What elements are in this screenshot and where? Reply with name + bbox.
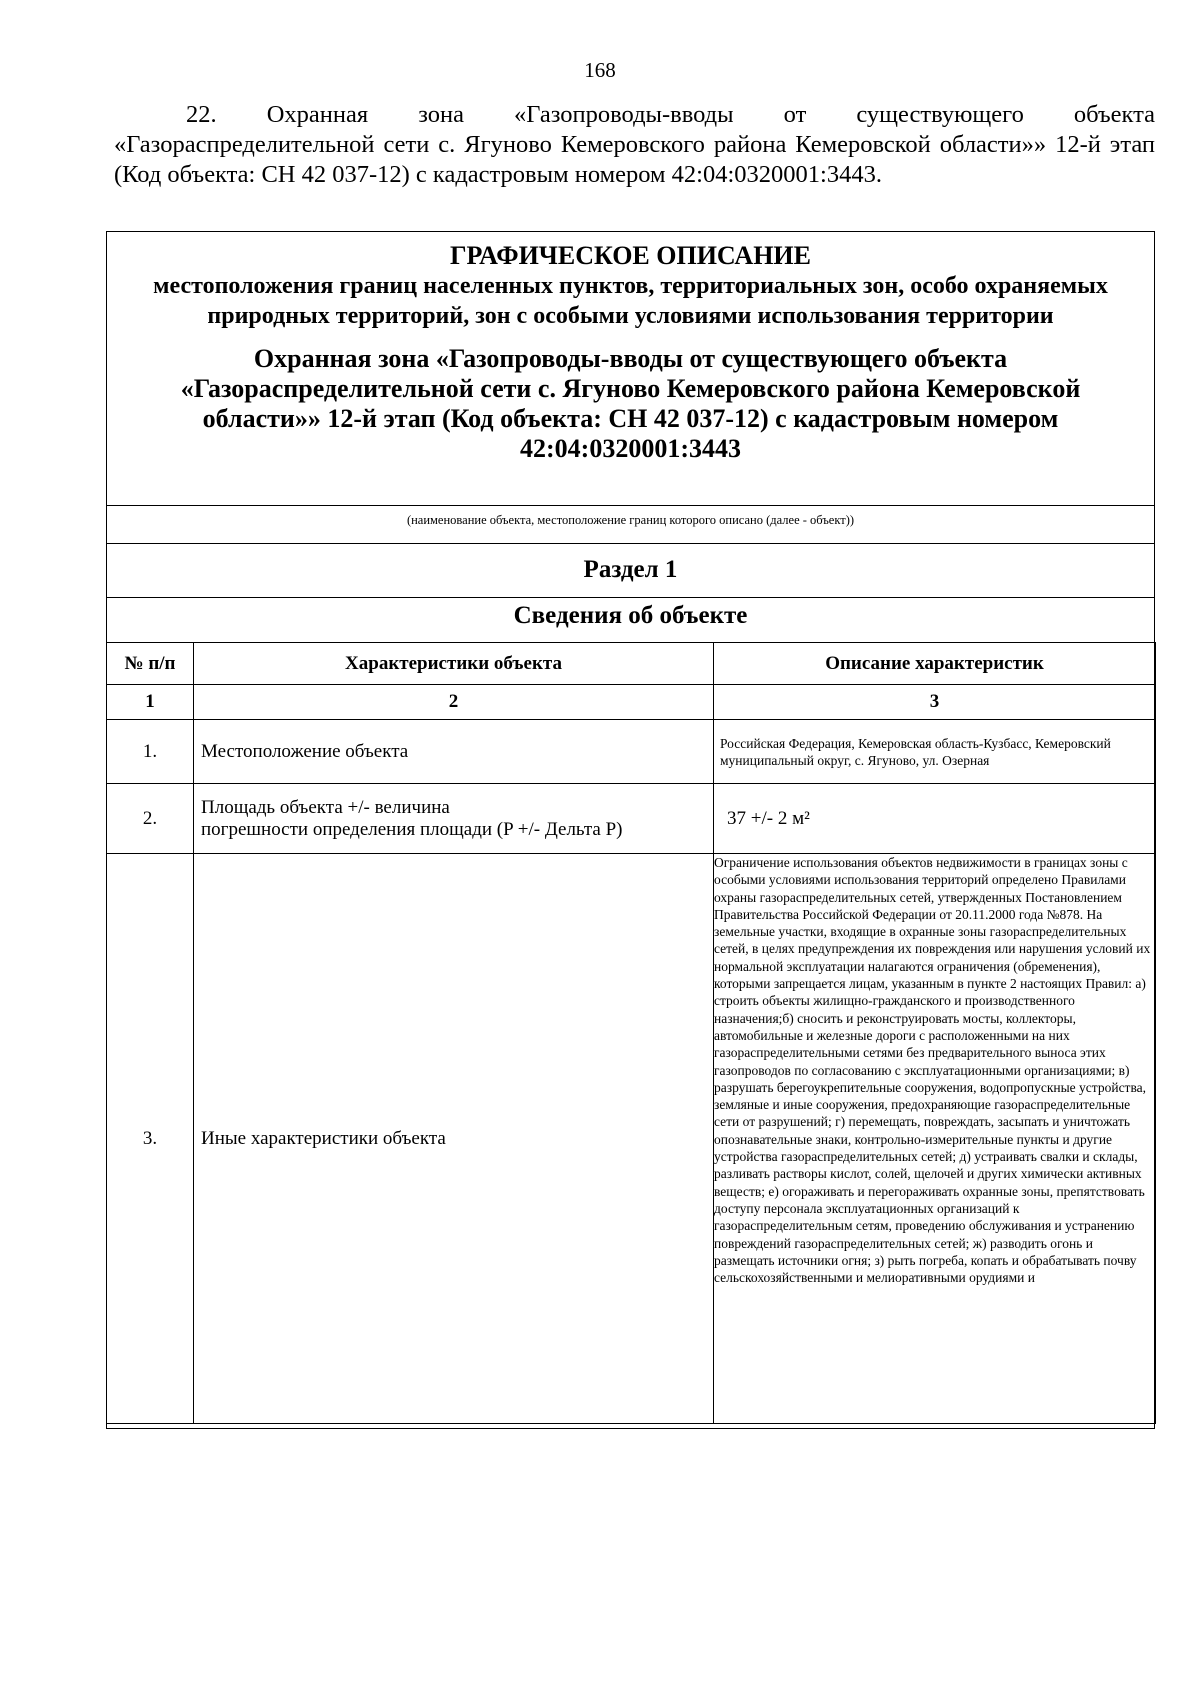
graphic-description-header	[106, 231, 1155, 464]
column-header: № п/п	[107, 643, 194, 685]
table-row	[107, 784, 1156, 854]
object-name: Охранная зона «Газопроводы-вводы от существующего объекта «Газораспределительной сети с. Ягуново Кемеровского района Кемеровской области»» 12-й этап (Код объекта: СН 42 037-12) с кадастровым номером 42:04:0320001:3443	[180, 344, 1081, 463]
column-header: Характеристики объекта	[194, 643, 714, 685]
row-description: Российская Федерация, Кемеровская область-Кузбасс, Кемеровский муниципальный округ, с. Ягуново, ул. Озерная	[714, 720, 1156, 784]
column-number: 3	[714, 685, 1156, 720]
page-number: 168	[584, 58, 616, 82]
document-subtitle: местоположения границ населенных пунктов, территориальных зон, особо охраняемых природных территорий, зон с особыми условиями использования территории	[153, 273, 1108, 329]
restrictions-text: Ограничение использования объектов недвижимости в границах зоны с особыми условиями использования территорий определено Правилами охраны газораспределительных сетей, утвержденных Постановлением Правительства Российской Федерации от 20.11.2000 года №878. На земельные участки, входящие в охранные зоны газораспределительных сетей, в целях предупреждения их повреждения или нарушения условий их нормальной эксплуатации налагаются ограничения (обременения), которыми запрещается лицам, указанным в пункте 2 настоящих Правил: а) строить объекты жилищно-гражданского и производственного назначения;б) сносить и реконструировать мосты, коллекторы, автомобильные и железные дороги с расположенными на них газораспределительными сетями без предварительного выноса этих газопроводов по согласованию с эксплуатационными организациями; в) разрушать берегоукрепительные сооружения, водопропускные устройства, земляные и иные сооружения, предохраняющие газораспределительные сети от разрушений; г) перемещать, повреждать, засыпать и уничтожать опознавательные знаки, контрольно-измерительные пункты и другие устройства газораспределительных сетей; д) устраивать свалки и склады, разливать растворы кислот, солей, щелочей и других химически активных веществ; е) огораживать и перегораживать охранные зоны, препятствовать доступу персонала эксплуатационных организаций к газораспределительным сетям, проведению обслуживания и устранению повреждений газораспределительных сетей; ж) разводить огонь и размещать источники огня; з) рыть погреба, копать и обрабатывать почву сельскохозяйственными и мелиоративными орудиями и	[714, 855, 1151, 1286]
row-characteristic: Местоположение объекта	[194, 720, 714, 784]
section-title: Раздел 1	[583, 556, 678, 583]
intro-text: 22. Охранная зона «Газопроводы-вводы от существующего объекта «Газораспределительной сети с. Ягуново Кемеровского района Кемеровской области»» 12-й этап (Код объекта: СН 42 037-12) с кадастровым номером 42:04:0320001:3443.	[114, 101, 1155, 188]
table-row	[107, 854, 1156, 1424]
column-number-row	[107, 685, 1156, 720]
characteristic-line: Площадь объекта +/- величина	[201, 796, 450, 818]
document-title: ГРАФИЧЕСКОЕ ОПИСАНИЕ	[450, 241, 811, 270]
table-header-row	[107, 643, 1156, 685]
column-number: 1	[107, 685, 194, 720]
object-info-table	[106, 642, 1156, 1424]
row-description	[714, 854, 1156, 1424]
object-name-caption: (наименование объекта, местоположение границ которого описано (далее - объект))	[406, 513, 855, 527]
row-characteristic: Иные характеристики объекта	[194, 854, 714, 1424]
row-number: 2.	[107, 784, 194, 854]
table-row	[107, 720, 1156, 784]
row-number: 1.	[107, 720, 194, 784]
row-characteristic	[194, 784, 714, 854]
intro-paragraph	[114, 100, 1155, 190]
characteristic-line: погрешности определения площади (P +/- Дельта P)	[201, 818, 623, 840]
column-header: Описание характеристик	[714, 643, 1156, 685]
row-number: 3.	[107, 854, 194, 1424]
row-description: 37 +/- 2 м²	[714, 784, 1156, 854]
section-subtitle: Сведения об объекте	[513, 602, 748, 629]
divider	[106, 543, 1155, 544]
column-number: 2	[194, 685, 714, 720]
divider	[106, 597, 1155, 598]
divider	[106, 505, 1155, 506]
